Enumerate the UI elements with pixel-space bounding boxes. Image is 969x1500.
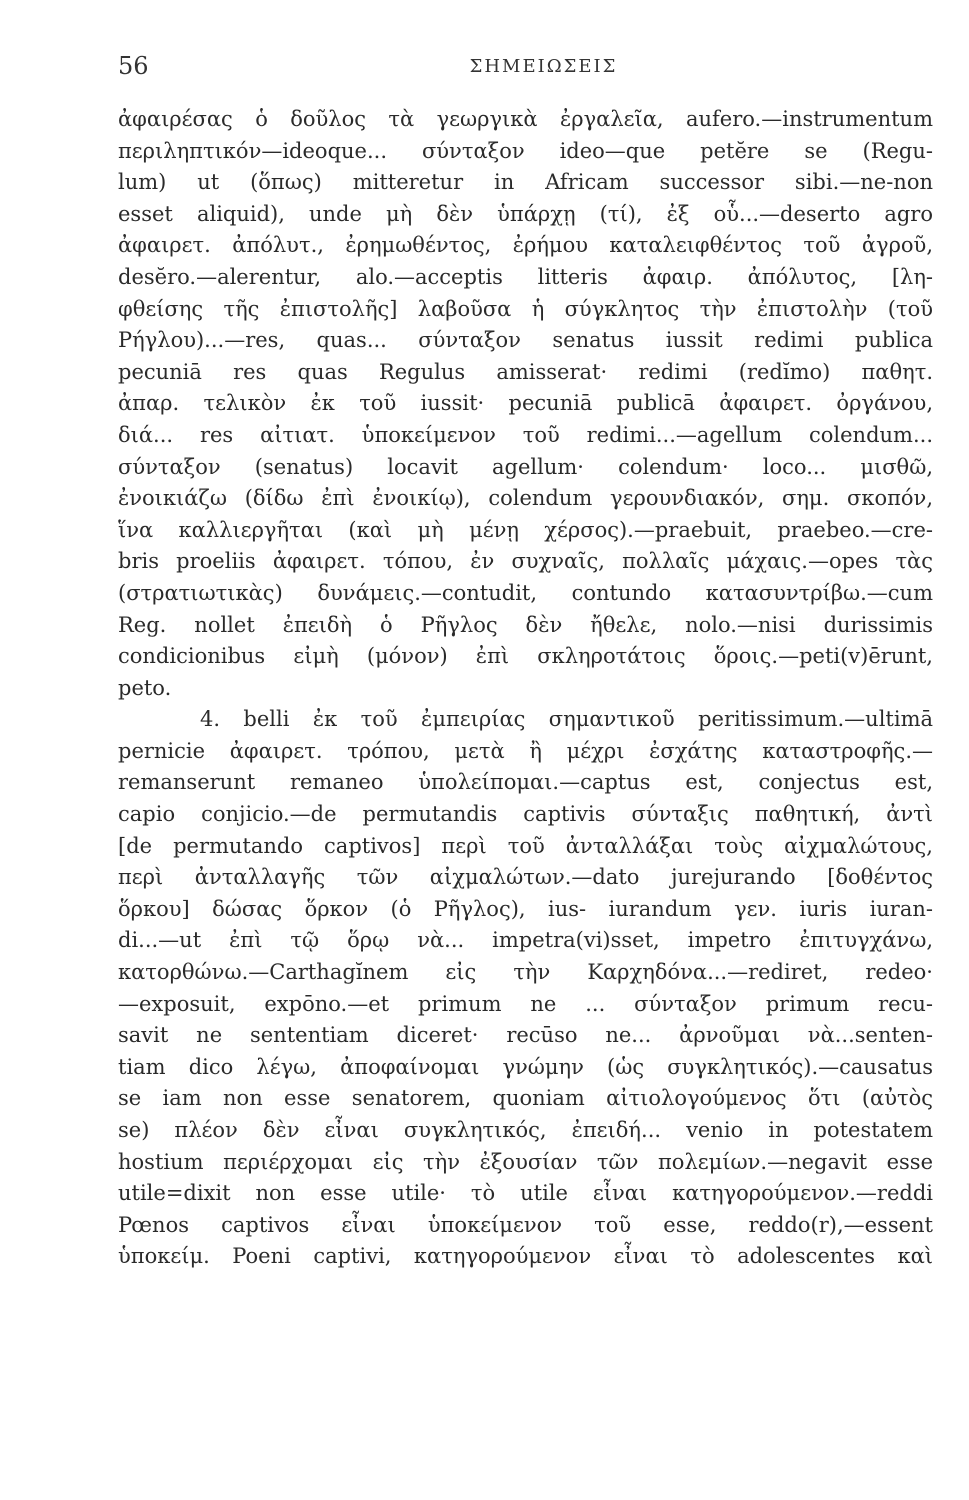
text-line: desĕro.—alerentur, alo.—acceptis litteris ἀφαιρ. ἀπόλυτος, [λη-	[118, 264, 933, 289]
text-line: tiam dico λέγω, ἀποφαίνομαι γνώμην (ὡς συγκλητικός).—causatus	[118, 1054, 933, 1079]
text-line: se iam non esse senatorem, quoniam αἰτιολογούμενος ὅτι (αὐτὸς	[118, 1086, 933, 1111]
text-line: (στρατιωτικὰς) δυνάμεις.—contudit, contundo κατασυντρίβω.—cum	[118, 580, 933, 605]
text-line: savit ne sententiam diceret· recūso ne... ἀρνοῦμαι νὰ...senten-	[118, 1023, 933, 1048]
text-line: Pœnos captivos εἶναι ὑποκείμενον τοῦ esse, reddo(r),—essent	[118, 1212, 933, 1237]
text-line: ὑποκείμ. Poeni captivi, κατηγορούμενον εἶναι τὸ adolescentes καὶ	[118, 1244, 933, 1269]
text-line: σύνταξον (senatus) locavit agellum· colendum· loco... μισθῶ,	[118, 454, 933, 479]
text-line: pecuniā res quas Regulus amisserat· redimi (redĭmo) παθητ.	[118, 359, 933, 384]
text-line: ἀφαιρέσας ὁ δοῦλος τὰ γεωργικὰ ἐργαλεῖα, aufero.—instrumentum	[118, 107, 933, 131]
text-line: ἀπαρ. τελικὸν ἐκ τοῦ iussit· pecuniā publicā ἀφαιρετ. ὀργάνου,	[118, 391, 933, 416]
text-line: περὶ ἀνταλλαγῆς τῶν αἰχμαλώτων.—dato jurejurando [δοθέντος	[118, 865, 933, 890]
text-line: κατορθώνω.—Carthagĭnem εἰς τὴν Καρχηδόνα...—rediret, redeo·	[118, 960, 933, 985]
text-line: hostium περιέρχομαι εἰς τὴν ἐξουσίαν τῶν πολεμίων.—negavit esse	[118, 1149, 933, 1174]
text-line: lum) ut (ὅπως) mitteretur in Africam successor sibi.—ne-non	[118, 170, 933, 195]
text-line: remanserunt remaneo ὑπολείπομαι.—captus est, conjectus est,	[118, 770, 933, 795]
section-4-start: 4. belli ἐκ τοῦ ἐμπειρίας σημαντικοῦ peritissimum.—ultimā	[200, 707, 933, 732]
text-line: condicionibus εἰμὴ (μόνον) ἐπὶ σκληροτάτοις ὅροις.—peti(v)ērunt,	[118, 644, 933, 669]
text-line: utile=dixit non esse utile· τὸ utile εἶναι κατηγορούμενον.—reddi	[118, 1181, 933, 1206]
text-line: di...—ut ἐπὶ τῷ ὅρῳ νὰ... impetra(vi)sset, impetro ἐπιτυγχάνω,	[118, 928, 933, 953]
text-line: [de permutando captivos] περὶ τοῦ ἀνταλλάξαι τοὺς αἰχμαλώτους,	[118, 833, 933, 858]
text-line: esset aliquid), unde μὴ δὲν ὑπάρχῃ (τί), ἐξ οὗ...—deserto agro	[118, 201, 933, 226]
text-line: se) πλέον δὲν εἶναι συγκλητικός, ἐπειδή... venio in potestatem	[118, 1118, 933, 1142]
text-line: —exposuit, expōno.—et primum ne ... σύνταξον primum recu-	[118, 991, 933, 1016]
text-line: διά... res αἰτιατ. ὑποκείμενον τοῦ redimi...—agellum colendum...	[118, 422, 933, 447]
text-line: ἵνα καλλιεργῆται (καὶ μὴ μένῃ χέρσος).—praebuit, praebeo.—cre-	[118, 517, 933, 542]
text-line: Reg. nollet ἐπειδὴ ὁ Ρῆγλος δὲν ἤθελε, nolo.—nisi durissimis	[118, 612, 933, 637]
page-header	[118, 52, 929, 86]
text-line: ἐνοικιάζω (δίδω ἐπὶ ἐνοικίῳ), colendum γερουνδιακόν, σημ. σκοπόν,	[118, 486, 933, 511]
text-line: peto.	[118, 675, 172, 700]
text-line: φθείσης τῆς ἐπιστολῆς] λαβοῦσα ἡ σύγκλητος τὴν ἐπιστολὴν (τοῦ	[118, 296, 933, 321]
text-line: pernicie ἀφαιρετ. τρόπου, μετὰ ἢ μέχρι ἐσχάτης καταστροφῆς.—	[118, 738, 933, 763]
running-head: ΣΗΜΕΙΩΣΕΙΣ	[469, 56, 618, 77]
text-line: bris proeliis ἀφαιρετ. τόπου, ἐν συχναῖς, πολλαῖς μάχαις.—opes τὰς	[118, 549, 933, 574]
text-line: ἀφαιρετ. ἀπόλυτ., ἐρημωθέντος, ἐρήμου καταλειφθέντος τοῦ ἀγροῦ,	[118, 233, 933, 258]
text-line: capio conjicio.—de permutandis captivis σύνταξις παθητική, ἀντὶ	[118, 802, 933, 827]
text-line: Ρήγλου)...—res, quas... σύνταξον senatus iussit redimi publica	[118, 328, 933, 353]
page-number: 56	[118, 52, 149, 80]
text-line: ὅρκου] δώσας ὅρκον (ὁ Ρῆγλος), ius- iurandum γεν. iuris iuran-	[118, 896, 933, 921]
commentary-body	[118, 104, 933, 1273]
text-line: περιληπτικόν—ideoque... σύνταξον ideo—que petĕre se (Regu-	[118, 138, 933, 163]
